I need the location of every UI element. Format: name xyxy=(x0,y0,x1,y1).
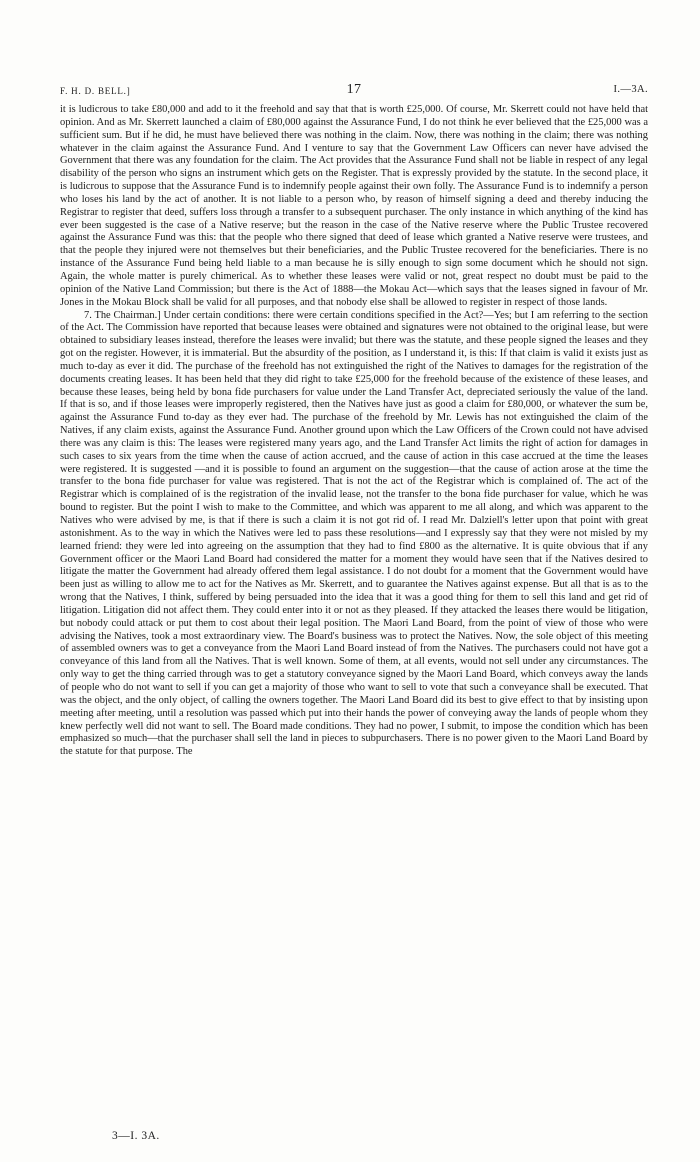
paragraph-continuation: it is ludicrous to take £80,000 and add to it the freehold and say that that is worth £25,000. Of course, Mr. Skerrett could not have held that opinion. And as Mr. Skerrett launched a claim of £80,000 against the Assurance Fund, I do not think he ever believed that the £25,000 was a sufficient sum. But if he did, he must have believed there was nothing in the claim. Now, there was nothing in the claim; there was nothing whatever in the claim against the Assurance Fund. And I venture to say that the Government Law Officers can never have advised the Government that there was any foundation for the claim. The Act provides that the Assurance Fund shall not be liable in respect of any legal disability of the person who signs an instrument which gets on the Register. That is expressly provided by the statute. In the second place, it is ludicrous to suppose that the Assurance Fund is to indemnify people against their own folly. The Assurance Fund is to indemnify a person who loses his land by the act of another. It is not liable to a person who, by reason of himself signing a deed and thereby inducing the Registrar to register that deed, suffers loss through a transfer to a subsequent purchaser. The only instance in which anything of the kind has ever been suggested is the case of a Native reserve; but the reason in the case of the Native reserve where the Public Trustee recovered against the Assurance Fund was this: that the people who there signed that deed of lease which granted a Native reserve were trustees, and that the people they injured were not themselves but their beneficiaries, and the Public Trustee recovered for the beneficiaries. There is no instance of the Assurance Fund being held liable to a man because he is silly enough to sign some document which he should not sign. Again, the whole matter is purely chimerical. As to whether these leases were valid or not, great respect no doubt must be paid to the opinion of the Native Land Commission; but there is the Act of 1888—the Mokau Act—which says that the leases signed in favour of Mr. Jones in the Mokau Block shall be valid for all purposes, and that nobody else shall be allowed to register in respect of those lands. xyxy=(60,104,648,308)
signature-mark: 3—I. 3A. xyxy=(112,1130,160,1142)
body-text xyxy=(60,104,648,1124)
document-reference: I.—3A. xyxy=(613,84,648,95)
header-author: F. H. D. BELL.] xyxy=(60,86,131,96)
page-header xyxy=(60,84,648,100)
paragraph-chairman-question: 7. The Chairman.] Under certain conditions: there were certain conditions specified in the Act?—Yes; but I am referring to the section of the Act. The Commission have reported that because leases were obtained and signatures were not obtained to the original lease, but were obtained to subsidiary leases instead, therefore the leases were invalid; but there was the statute, and these people signed the leases and they got on the register. However, it is immaterial. But the absurdity of the position, as I understand it, is this: If that claim is valid it exists just as much to-day as ever it did. The purchase of the freehold has not extinguished the right of the Natives to damages for the registration of the documents creating leases. It has been held that they did right to take £25,000 for the freehold because of the existence of these leases, and because these leases, being held by bona fide purchasers for value under the Land Transfer Act, depreciated seriously the value of the land. If that is so, and if those leases were improperly registered, then the Natives have just as good a claim for £80,000, or whatever the sum be, against the Assurance Fund to-day as they ever had. The purchase of the freehold by Mr. Lewis has not extinguished the claim of the Natives, if any claim exists, against the Assurance Fund. Another ground upon which the Law Officers of the Crown could not have advised there was any claim is this: The leases were registered many years ago, and the Land Transfer Act limits the right of action for damages in such cases to six years from the time when the cause of action accrued, and the cause of action in this case accrued at the time the leases were registered. It is suggested —and it is possible to found an argument on the suggestion—that the cause of action arose at the time the transfer to the bona fide purchaser for value was registered. That is not the act of the Registrar which is complained of. The act of the Registrar which is complained of is the registration of the invalid lease, not the transfer to the bona fide purchaser for value, which he was bound to register. But the point I wish to make to the Committee, and which was apparent to me all along, and which was apparent to the Natives who were advised by me, is that if there is such a claim it is not got rid of. I read Mr. Dalziell's letter upon that point with great astonishment. As to the way in which the Natives were led to pass these resolutions—and I expressly say that they were not misled by my learned friend: they were led into agreeing on the assumption that they had to find £800 as the alternative. It is quite obvious that if any Government officer or the Maori Land Board had considered the matter for a moment they would have seen that if the Natives desired to litigate the matter the Government had already offered them legal assistance. I do not doubt for a moment that the Government would have been just as willing to allow me to act for the Natives as Mr. Skerrett, and to guarantee the Natives against expense. But all that is as to the wrong that the Natives, I think, suffered by being persuaded into the idea that it was a good thing for them to sell this land and get rid of litigation. Litigation did not affect them. They could enter into it or not as they pleased. If they attacked the leases there would be litigation, but nobody could attack or put them to cost about their legal position. The Maori Land Board, from the point of view of those who were advising the Natives, took a most extraordinary view. The Board's business was to protect the Natives. Now, the sole object of this meeting of assembled owners was to get a conveyance from the Maori Land Board instead of from the Natives. The purchasers could not have got a conveyance of this land from all the Natives. That is well known. Some of them, at all events, would not sell under any circumstances. The only way to get the thing carried through was to get a statutory conveyance signed by the Maori Land Board, which conveys away the lands of people who do not want to sell if you can get a majority of those who want to sell to vote that such a conveyance shall be executed. That was the object, and the only object, of calling the owners together. The Maori Land Board did its best to give effect to that by insisting upon meeting after meeting, until a resolution was passed which put into their hands the power of conveying away the lands of people whom they knew perfectly well did not want to sell. The Board made conditions. They had no power, I submit, to impose the condition which has been emphasized so much—that the purchaser shall sell the land in pieces to subpurchasers. There is no power given to the Maori Land Board by the statute for that purpose. The xyxy=(60,309,648,758)
page-number: 17 xyxy=(346,82,362,97)
